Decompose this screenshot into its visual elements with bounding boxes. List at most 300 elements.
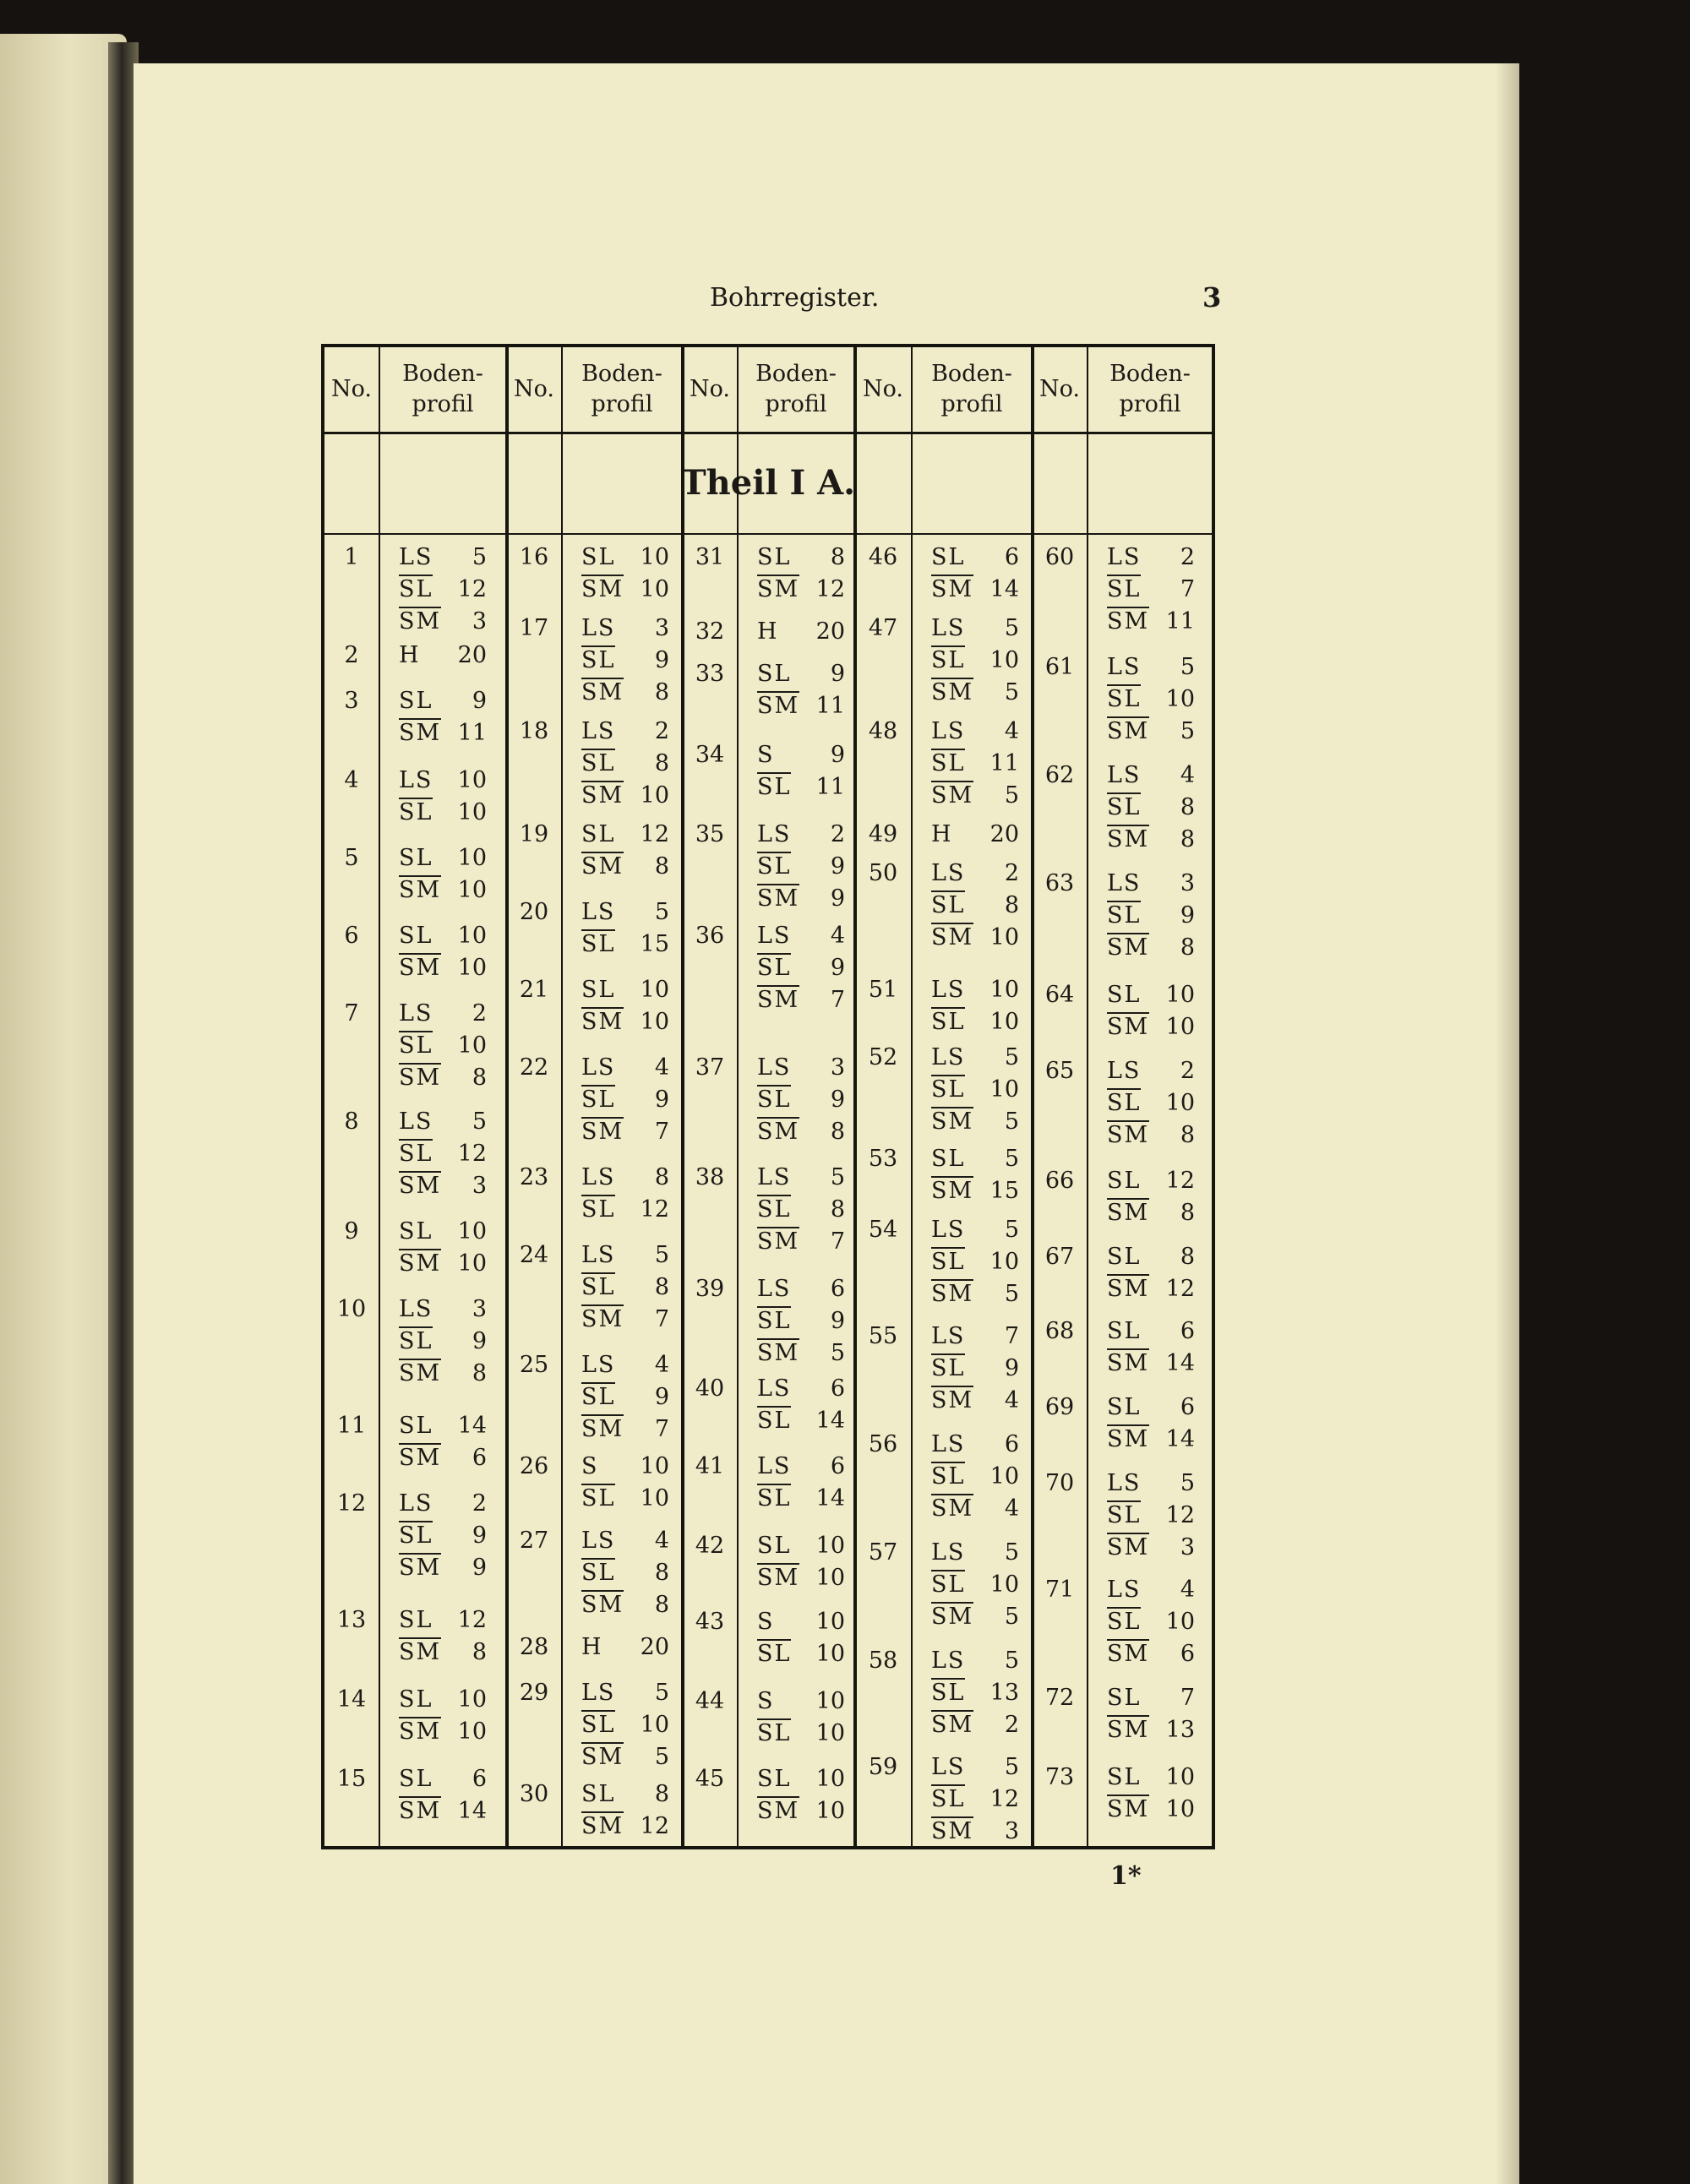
soil-layer: SM 5 <box>1107 718 1195 744</box>
soil-layer: SM 10 <box>581 576 669 602</box>
soil-layer: SM 6 <box>1107 1641 1195 1667</box>
soil-profile <box>757 739 845 803</box>
soil-layer: LS 5 <box>581 1242 669 1268</box>
soil-layer: SL 10 <box>399 1686 487 1713</box>
header-no: No. <box>331 376 372 402</box>
soil-layer: SL 10 <box>1107 1090 1195 1116</box>
soil-layer: SM 13 <box>1107 1717 1195 1743</box>
boring-number: 15 <box>336 1766 367 1792</box>
boring-number: 70 <box>1044 1470 1075 1496</box>
soil-layer: SM 9 <box>399 1555 487 1581</box>
page-number: 3 <box>1202 281 1222 313</box>
soil-layer: SL 8 <box>757 1196 845 1223</box>
soil-layer: SM 7 <box>757 1228 845 1255</box>
soil-profile <box>399 542 487 638</box>
boring-number: 62 <box>1044 762 1075 788</box>
soil-layer: SM 8 <box>1107 934 1195 961</box>
soil-profile <box>1107 1165 1195 1229</box>
soil-layer: SM 3 <box>399 1173 487 1199</box>
boring-number: 55 <box>868 1323 898 1349</box>
signature-mark: 1* <box>1110 1861 1142 1891</box>
soil-layer: LS 4 <box>1107 1577 1195 1603</box>
soil-layer: LS 5 <box>931 615 1019 641</box>
soil-profile <box>581 1631 669 1664</box>
soil-profile <box>757 920 845 1016</box>
soil-layer: SL 8 <box>931 892 1019 918</box>
soil-layer: SM 10 <box>931 924 1019 950</box>
boring-number: 8 <box>344 1108 359 1135</box>
soil-profile <box>1107 1315 1195 1380</box>
soil-profile <box>931 716 1019 812</box>
soil-layer: SM 4 <box>931 1495 1019 1522</box>
soil-profile <box>399 640 487 672</box>
soil-profile <box>931 1429 1019 1525</box>
soil-layer: SM 10 <box>399 955 487 981</box>
soil-layer: LS 2 <box>1107 1058 1195 1084</box>
soil-profile <box>399 920 487 984</box>
boring-number: 5 <box>344 845 359 871</box>
boring-number: 58 <box>868 1648 898 1674</box>
soil-profile <box>931 1537 1019 1633</box>
soil-layer: SL 9 <box>399 1522 487 1549</box>
soil-layer: LS 10 <box>931 977 1019 1003</box>
soil-layer: SM 8 <box>399 1639 487 1665</box>
soil-profile <box>931 1751 1019 1848</box>
boring-number: 73 <box>1044 1764 1075 1790</box>
soil-layer: SL 12 <box>581 821 669 847</box>
soil-layer: LS 2 <box>1107 544 1195 570</box>
soil-profile <box>931 1143 1019 1207</box>
soil-profile <box>399 998 487 1094</box>
soil-layer: SL 12 <box>399 1141 487 1167</box>
boring-number: 4 <box>344 767 359 793</box>
soil-layer: LS 5 <box>581 899 669 925</box>
soil-profile <box>757 1162 845 1258</box>
boring-number: 66 <box>1044 1168 1075 1194</box>
soil-layer: LS 3 <box>1107 870 1195 896</box>
soil-layer: SL 14 <box>757 1408 845 1434</box>
boring-number: 31 <box>695 544 725 570</box>
soil-layer: SL 10 <box>757 1766 845 1792</box>
soil-layer: LS 6 <box>757 1276 845 1302</box>
boring-number: 13 <box>336 1607 367 1633</box>
soil-profile <box>931 1214 1019 1310</box>
boring-number: 47 <box>868 615 898 641</box>
soil-layer: LS 5 <box>581 1680 669 1706</box>
soil-layer: LS 2 <box>399 1490 487 1517</box>
soil-layer: SL 9 <box>1107 902 1195 929</box>
soil-profile <box>931 1042 1019 1138</box>
soil-layer: SL 10 <box>399 799 487 825</box>
soil-layer: LS 6 <box>757 1375 845 1402</box>
soil-layer: H 20 <box>399 642 487 668</box>
soil-layer: SL 10 <box>1107 982 1195 1008</box>
soil-layer: SM 5 <box>931 679 1019 705</box>
boring-number: 59 <box>868 1754 898 1780</box>
soil-layer: SL 6 <box>1107 1394 1195 1420</box>
soil-layer: LS 4 <box>757 923 845 949</box>
soil-layer: SM 3 <box>931 1818 1019 1844</box>
boring-number: 68 <box>1044 1318 1075 1344</box>
soil-profile <box>1107 651 1195 748</box>
boring-number: 27 <box>519 1528 549 1554</box>
boring-number: 1 <box>344 544 359 570</box>
soil-layer: SL 10 <box>931 1571 1019 1598</box>
soil-profile <box>581 1677 669 1773</box>
soil-layer: SL 10 <box>399 923 487 949</box>
soil-profile <box>1107 542 1195 638</box>
soil-profile <box>581 716 669 812</box>
column-rule <box>737 347 739 1846</box>
soil-layer: SM 10 <box>757 1798 845 1824</box>
soil-layer: SL 9 <box>399 688 487 714</box>
soil-layer: SL 6 <box>1107 1318 1195 1344</box>
soil-layer: SM 9 <box>757 885 845 912</box>
soil-layer: SL 7 <box>1107 1685 1195 1711</box>
soil-profile <box>757 616 845 648</box>
soil-profile <box>757 1606 845 1670</box>
soil-layer: SL 11 <box>931 750 1019 776</box>
soil-layer: SL 10 <box>757 1533 845 1559</box>
soil-profile <box>1107 1468 1195 1564</box>
boring-number: 42 <box>695 1533 725 1559</box>
soil-layer: SM 10 <box>1107 1014 1195 1040</box>
soil-layer: SM 5 <box>581 1744 669 1770</box>
soil-layer: SL 10 <box>1107 1609 1195 1635</box>
column-rule <box>911 347 913 1846</box>
soil-layer: LS 4 <box>931 718 1019 744</box>
boring-number: 14 <box>336 1686 367 1713</box>
soil-profile <box>399 1604 487 1669</box>
soil-profile <box>581 1239 669 1336</box>
soil-layer: SL 10 <box>581 544 669 570</box>
soil-layer: SL 7 <box>1107 576 1195 602</box>
soil-profile <box>1107 1682 1195 1746</box>
soil-layer: LS 5 <box>757 1164 845 1190</box>
boring-number: 3 <box>344 688 359 714</box>
soil-layer: LS 10 <box>399 767 487 793</box>
soil-layer: SL 10 <box>931 1463 1019 1490</box>
boring-number: 41 <box>695 1453 725 1479</box>
boring-number: 6 <box>344 923 359 949</box>
soil-layer: SM 5 <box>931 782 1019 809</box>
soil-layer: H 20 <box>931 821 1019 847</box>
soil-profile <box>581 1349 669 1446</box>
soil-layer: SM 6 <box>399 1445 487 1471</box>
table-header-row <box>324 347 1212 434</box>
soil-layer: SM 2 <box>931 1712 1019 1738</box>
boring-number: 21 <box>519 977 549 1003</box>
boring-number: 17 <box>519 615 549 641</box>
boring-number: 40 <box>695 1375 725 1402</box>
soil-layer: SM 11 <box>399 720 487 746</box>
soil-layer: SL 12 <box>399 1607 487 1633</box>
soil-layer: SL 12 <box>1107 1168 1195 1194</box>
soil-layer: SM 5 <box>757 1340 845 1366</box>
soil-layer: SL 10 <box>1107 686 1195 712</box>
soil-profile <box>399 1216 487 1280</box>
soil-layer: SL 10 <box>931 647 1019 673</box>
soil-layer: SL 10 <box>581 977 669 1003</box>
boring-number: 52 <box>868 1044 898 1070</box>
soil-layer: SL 12 <box>399 576 487 602</box>
soil-layer: LS 5 <box>931 1754 1019 1780</box>
header-no: No. <box>1039 376 1080 402</box>
soil-layer: LS 5 <box>931 1539 1019 1566</box>
soil-layer: SL 10 <box>581 1712 669 1738</box>
soil-profile <box>757 1273 845 1370</box>
soil-profile <box>931 974 1019 1038</box>
soil-profile <box>581 896 669 961</box>
soil-layer: SM 12 <box>1107 1276 1195 1302</box>
soil-layer: SM 12 <box>581 1813 669 1839</box>
soil-layer: SM 10 <box>581 1009 669 1035</box>
boring-number: 26 <box>519 1453 549 1479</box>
boring-number: 38 <box>695 1164 725 1190</box>
boring-number: 16 <box>519 544 549 570</box>
soil-layer: LS 4 <box>581 1528 669 1554</box>
header-bodenprofil: Boden- profil <box>581 361 662 417</box>
soil-layer: SL 10 <box>931 1076 1019 1103</box>
soil-layer: SM 10 <box>399 877 487 903</box>
soil-profile <box>1107 1574 1195 1670</box>
soil-layer: SM 3 <box>1107 1534 1195 1560</box>
soil-layer: SM 10 <box>757 1565 845 1591</box>
boring-number: 23 <box>519 1164 549 1190</box>
soil-profile <box>1107 979 1195 1043</box>
boring-number: 35 <box>695 821 725 847</box>
soil-layer: SM 8 <box>1107 1200 1195 1226</box>
soil-profile <box>581 1052 669 1148</box>
soil-profile <box>399 1763 487 1827</box>
soil-layer: SM 4 <box>931 1387 1019 1413</box>
boring-number: 69 <box>1044 1394 1075 1420</box>
soil-layer: SL 9 <box>399 1328 487 1354</box>
soil-layer: LS 4 <box>1107 762 1195 788</box>
soil-layer: S 10 <box>757 1609 845 1635</box>
soil-layer: SL 14 <box>757 1485 845 1511</box>
boring-number: 20 <box>519 899 549 925</box>
soil-profile <box>1107 1762 1195 1826</box>
soil-layer: SM 7 <box>581 1416 669 1442</box>
soil-layer: SL 12 <box>581 1196 669 1223</box>
header-no: No. <box>690 376 730 402</box>
bohrregister-table <box>321 344 1215 1849</box>
soil-layer: SL 6 <box>399 1766 487 1792</box>
soil-profile <box>757 1763 845 1827</box>
boring-number: 25 <box>519 1352 549 1378</box>
soil-layer: SL 13 <box>931 1680 1019 1706</box>
soil-profile <box>399 1410 487 1474</box>
soil-layer: SM 14 <box>1107 1350 1195 1376</box>
soil-layer: LS 5 <box>1107 1470 1195 1496</box>
soil-layer: LS 2 <box>581 718 669 744</box>
soil-layer: SM 5 <box>931 1604 1019 1630</box>
soil-profile <box>399 685 487 749</box>
boring-number: 33 <box>695 661 725 687</box>
soil-layer: H 20 <box>757 618 845 645</box>
soil-profile <box>757 1373 845 1437</box>
soil-profile <box>931 1321 1019 1417</box>
soil-layer: SL 8 <box>1107 794 1195 820</box>
boring-number: 11 <box>336 1413 367 1439</box>
column-rule <box>1087 347 1088 1846</box>
boring-number: 56 <box>868 1431 898 1457</box>
boring-number: 53 <box>868 1146 898 1172</box>
boring-number: 10 <box>336 1296 367 1322</box>
boring-number: 61 <box>1044 654 1075 680</box>
boring-number: 72 <box>1044 1685 1075 1711</box>
soil-layer: SL 8 <box>581 1274 669 1300</box>
soil-profile <box>399 842 487 907</box>
boring-number: 60 <box>1044 544 1075 570</box>
column-rule <box>561 347 563 1846</box>
soil-layer: SL 8 <box>757 544 845 570</box>
soil-profile <box>931 613 1019 709</box>
soil-layer: SL 8 <box>581 1781 669 1807</box>
boring-number: 12 <box>336 1490 367 1517</box>
soil-layer: SM 10 <box>1107 1796 1195 1822</box>
soil-layer: LS 3 <box>581 615 669 641</box>
soil-profile <box>1107 1241 1195 1305</box>
column-rule <box>379 347 380 1846</box>
soil-layer: SL 14 <box>399 1413 487 1439</box>
soil-profile <box>1107 868 1195 964</box>
soil-layer: SL 9 <box>757 853 845 880</box>
boring-number: 46 <box>868 544 898 570</box>
soil-layer: SL 9 <box>581 647 669 673</box>
soil-profile <box>581 974 669 1038</box>
soil-layer: SL 6 <box>931 544 1019 570</box>
soil-layer: LS 2 <box>757 821 845 847</box>
header-no: No. <box>514 376 554 402</box>
soil-profile <box>931 542 1019 606</box>
soil-layer: SM 11 <box>1107 608 1195 635</box>
boring-number: 9 <box>344 1218 359 1244</box>
boring-number: 22 <box>519 1054 549 1081</box>
soil-layer: SL 9 <box>931 1355 1019 1381</box>
boring-number: 24 <box>519 1242 549 1268</box>
soil-layer: SL 10 <box>931 1009 1019 1035</box>
soil-layer: SM 7 <box>757 987 845 1013</box>
soil-layer: LS 3 <box>399 1296 487 1322</box>
soil-layer: SL 12 <box>1107 1502 1195 1528</box>
boring-number: 65 <box>1044 1058 1075 1084</box>
soil-layer: SL 9 <box>757 1087 845 1113</box>
boring-number: 34 <box>695 742 725 768</box>
soil-layer: SM 10 <box>581 782 669 809</box>
soil-layer: SM 14 <box>399 1798 487 1824</box>
header-bodenprofil: Boden- profil <box>402 361 483 417</box>
soil-profile <box>757 1451 845 1515</box>
soil-layer: SM 8 <box>581 679 669 705</box>
soil-layer: LS 2 <box>399 1000 487 1027</box>
soil-layer: SM 7 <box>581 1119 669 1145</box>
soil-layer: LS 5 <box>399 544 487 570</box>
soil-layer: SL 10 <box>399 1218 487 1244</box>
soil-profile <box>757 1686 845 1750</box>
boring-number: 44 <box>695 1688 725 1714</box>
soil-layer: LS 4 <box>581 1352 669 1378</box>
soil-profile <box>757 1530 845 1594</box>
soil-layer: SL 8 <box>581 750 669 776</box>
soil-layer: SL 9 <box>757 955 845 981</box>
boring-number: 48 <box>868 718 898 744</box>
soil-profile <box>931 858 1019 954</box>
soil-layer: LS 7 <box>931 1323 1019 1349</box>
soil-profile <box>581 1525 669 1621</box>
soil-layer: SM 5 <box>931 1108 1019 1135</box>
section-title: Theil I A. <box>324 432 1212 535</box>
boring-number: 63 <box>1044 870 1075 896</box>
soil-layer: SM 15 <box>931 1178 1019 1204</box>
boring-number: 49 <box>868 821 898 847</box>
soil-layer: S 10 <box>581 1453 669 1479</box>
soil-layer: SM 8 <box>399 1360 487 1386</box>
soil-layer: LS 5 <box>931 1217 1019 1243</box>
soil-profile <box>581 1162 669 1226</box>
soil-layer: SM 5 <box>931 1281 1019 1307</box>
boring-number: 32 <box>695 618 725 645</box>
soil-layer: SM 8 <box>1107 826 1195 852</box>
soil-profile <box>581 1451 669 1515</box>
soil-layer: LS 4 <box>581 1054 669 1081</box>
soil-profile <box>1107 1392 1195 1456</box>
soil-profile <box>931 819 1019 851</box>
soil-layer: SL 5 <box>931 1146 1019 1172</box>
soil-layer: SM 14 <box>931 576 1019 602</box>
boring-number: 67 <box>1044 1244 1075 1270</box>
soil-profile <box>581 1778 669 1843</box>
soil-profile <box>581 819 669 883</box>
soil-layer: SM 11 <box>757 693 845 719</box>
soil-profile <box>1107 760 1195 856</box>
soil-layer: S 10 <box>757 1688 845 1714</box>
boring-number: 54 <box>868 1217 898 1243</box>
header-bodenprofil: Boden- profil <box>1109 361 1191 417</box>
soil-profile <box>581 613 669 709</box>
soil-layer: LS 5 <box>1107 654 1195 680</box>
header-bodenprofil: Boden- profil <box>755 361 837 417</box>
soil-profile <box>399 1488 487 1584</box>
soil-layer: LS 5 <box>931 1648 1019 1674</box>
soil-layer: SM 8 <box>581 853 669 880</box>
soil-layer: SL 10 <box>757 1641 845 1667</box>
soil-layer: S 9 <box>757 742 845 768</box>
running-header: Bohrregister. <box>710 283 880 313</box>
soil-layer: SL 8 <box>1107 1244 1195 1270</box>
soil-layer: SL 8 <box>581 1560 669 1586</box>
soil-layer: LS 6 <box>757 1453 845 1479</box>
boring-number: 29 <box>519 1680 549 1706</box>
soil-layer: SL 11 <box>757 774 845 800</box>
soil-layer: LS 8 <box>581 1164 669 1190</box>
header-no: No. <box>863 376 903 402</box>
soil-profile <box>581 542 669 606</box>
soil-layer: LS 2 <box>931 860 1019 886</box>
soil-layer: LS 5 <box>399 1108 487 1135</box>
boring-number: 18 <box>519 718 549 744</box>
soil-layer: SL 9 <box>757 661 845 687</box>
boring-number: 39 <box>695 1276 725 1302</box>
soil-layer: SM 8 <box>581 1592 669 1618</box>
soil-layer: SL 10 <box>757 1720 845 1746</box>
boring-number: 50 <box>868 860 898 886</box>
soil-profile <box>1107 1055 1195 1152</box>
boring-number: 57 <box>868 1539 898 1566</box>
boring-number: 51 <box>868 977 898 1003</box>
soil-profile <box>757 658 845 722</box>
